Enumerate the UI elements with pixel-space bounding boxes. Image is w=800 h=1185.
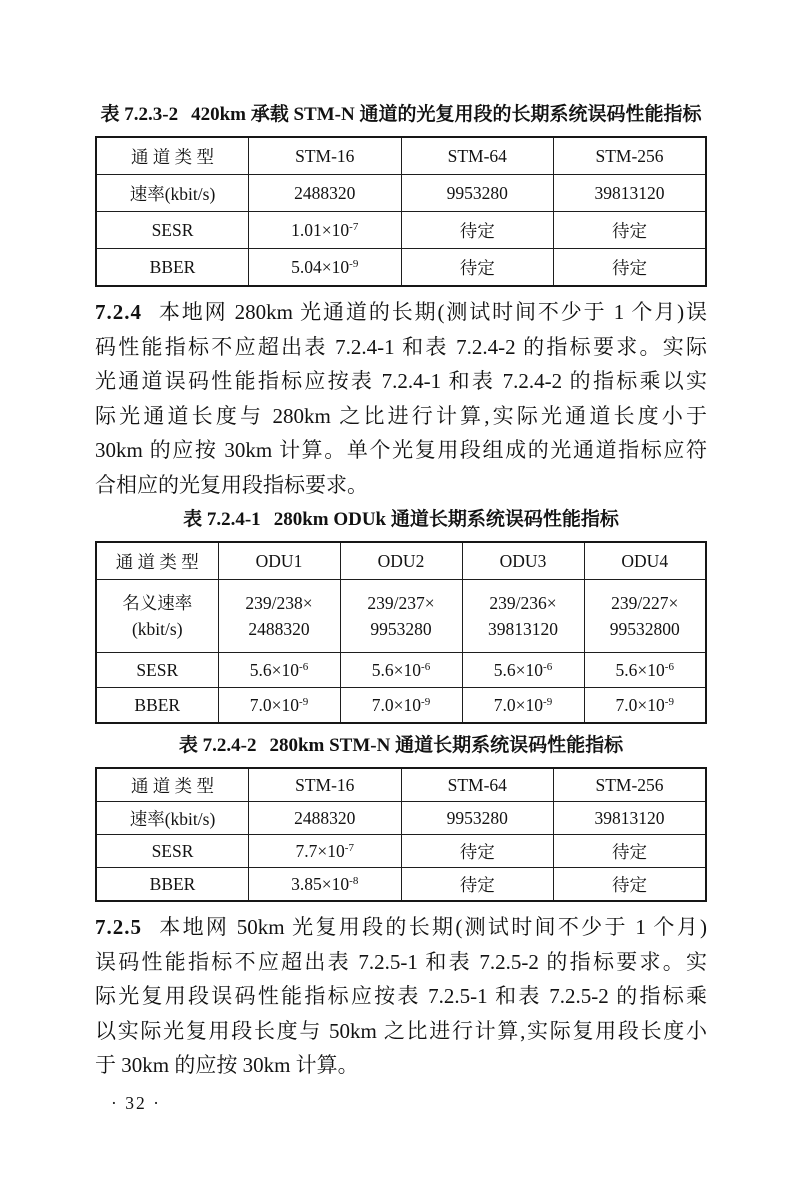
row-header: BBER (96, 688, 218, 724)
table-cell: $1.01\times 10^{-7}$ (249, 212, 402, 249)
section-number: 7.2.4 (95, 300, 142, 324)
table-cell: $7.0\times 10^{-9}$ (584, 688, 706, 724)
table-row (96, 175, 706, 212)
exponent: -6 (543, 660, 553, 673)
table-cell: 待定 (401, 868, 554, 902)
column-header: ODU3 (462, 542, 584, 580)
exponent: -9 (349, 257, 359, 270)
row-header: 速率(kbit/s) (96, 175, 249, 212)
text-line: 30km 的应按 30km 计算。单个光复用段组成的光通道指标应符 (95, 438, 707, 462)
table-caption-text: 280km ODUk 通道长期系统误码性能指标 (273, 509, 619, 530)
table-row (96, 653, 706, 688)
paragraph-7-2-4 (95, 295, 707, 502)
table-cell: $7.0\times 10^{-9}$ (340, 688, 462, 724)
text-line: 于 30km 的应按 30km 计算。 (95, 1053, 359, 1077)
table-caption-label: 表 7.2.4-2 (178, 735, 257, 756)
table-caption-text: 420km 承载 STM-N 通道的光复用段的长期系统误码性能指标 (191, 104, 702, 125)
exponent: -9 (664, 695, 674, 708)
table-cell: 239/238× 2488320 (218, 580, 340, 653)
text-line: 际光通道长度与 280km 之比进行计算,实际光通道长度小于 (95, 403, 707, 428)
table-cell: $7.0\times 10^{-9}$ (218, 688, 340, 724)
table-cell: 9953280 (401, 175, 554, 212)
text-line: 际光复用段误码性能指标应按表 7.2.5-1 和表 7.2.5-2 的指标乘 (95, 984, 707, 1008)
table-row (96, 542, 706, 580)
table-cell: 2488320 (249, 802, 402, 835)
table-cell: 39813120 (554, 175, 707, 212)
table-cell: 待定 (554, 212, 707, 249)
column-header: STM-256 (554, 768, 707, 802)
table-cell: $5.6\times 10^{-6}$ (340, 653, 462, 688)
table-cell: 239/236× 39813120 (462, 580, 584, 653)
table-row (96, 212, 706, 249)
table-cell: 239/227× 99532800 (584, 580, 706, 653)
column-header: STM-16 (249, 768, 402, 802)
section-number: 7.2.5 (95, 915, 142, 939)
table-cell: 待定 (554, 249, 707, 287)
exponent: -7 (344, 841, 354, 854)
column-header: 通 道 类 型 (96, 768, 249, 802)
row-header: SESR (96, 835, 249, 868)
table-row (96, 768, 706, 802)
column-header: STM-64 (401, 137, 554, 175)
paragraph-7-2-5 (95, 910, 707, 1083)
table-7-2-3-2 (95, 136, 707, 287)
column-header: STM-16 (249, 137, 402, 175)
table-cell: 待定 (401, 835, 554, 868)
table-row (96, 835, 706, 868)
text-line: 误码性能指标不应超出表 7.2.5-1 和表 7.2.5-2 的指标要求。实 (95, 949, 707, 974)
text-line: 以实际光复用段长度与 50km 之比进行计算,实际复用段长度小 (95, 1018, 707, 1043)
exponent: -6 (664, 660, 674, 673)
text-line: 码性能指标不应超出表 7.2.4-1 和表 7.2.4-2 的指标要求。实际 (95, 334, 707, 359)
row-header: SESR (96, 212, 249, 249)
row-header: 名义速率 (kbit/s) (96, 580, 218, 653)
table-row (96, 580, 706, 653)
table-cell: 9953280 (401, 802, 554, 835)
table-cell: $5.6\times 10^{-6}$ (462, 653, 584, 688)
table-caption-7-2-3-2 (95, 103, 707, 127)
page-number: · 32 · (111, 1092, 161, 1113)
text-line: 7.2.4 本地网 280km 光通道的长期(测试时间不少于 1 个月)误 (95, 300, 707, 324)
table-row (96, 802, 706, 835)
column-header: ODU1 (218, 542, 340, 580)
column-header: ODU4 (584, 542, 706, 580)
column-header: STM-256 (554, 137, 707, 175)
row-header: BBER (96, 249, 249, 287)
text-line: 光通道误码性能指标应按表 7.2.4-1 和表 7.2.4-2 的指标乘以实 (95, 369, 707, 393)
table-row (96, 249, 706, 287)
row-header: SESR (96, 653, 218, 688)
table-cell: $5.6\times 10^{-6}$ (218, 653, 340, 688)
table-row (96, 137, 706, 175)
exponent: -6 (299, 660, 309, 673)
exponent: -9 (543, 695, 553, 708)
table-caption-text: 280km STM-N 通道长期系统误码性能指标 (269, 735, 624, 756)
table-cell: $7.7\times 10^{-7}$ (249, 835, 402, 868)
row-header: BBER (96, 868, 249, 902)
table-cell: 待定 (554, 868, 707, 902)
table-7-2-4-1 (95, 541, 707, 724)
table-caption-label: 表 7.2.4-1 (183, 509, 261, 530)
column-header: STM-64 (401, 768, 554, 802)
table-row (96, 868, 706, 902)
table-cell: 39813120 (554, 802, 707, 835)
table-cell: $5.6\times 10^{-6}$ (584, 653, 706, 688)
table-cell: $3.85\times 10^{-8}$ (249, 868, 402, 902)
table-cell: 239/237× 9953280 (340, 580, 462, 653)
text-line: 合相应的光复用段指标要求。 (95, 472, 368, 497)
table-cell: 2488320 (249, 175, 402, 212)
table-cell: $5.04\times 10^{-9}$ (249, 249, 402, 287)
table-7-2-4-2 (95, 767, 707, 902)
exponent: -8 (349, 874, 359, 887)
table-cell: 待定 (401, 212, 554, 249)
table-row (96, 688, 706, 724)
column-header: 通 道 类 型 (96, 137, 249, 175)
exponent: -9 (421, 695, 431, 708)
text-line: 7.2.5 本地网 50km 光复用段的长期(测试时间不少于 1 个月) (95, 915, 707, 939)
table-cell: $7.0\times 10^{-9}$ (462, 688, 584, 724)
row-header: 速率(kbit/s) (96, 802, 249, 835)
column-header: 通 道 类 型 (96, 542, 218, 580)
exponent: -9 (299, 695, 309, 708)
table-cell: 待定 (401, 249, 554, 287)
exponent: -7 (349, 220, 359, 233)
table-caption-7-2-4-2 (95, 734, 707, 758)
exponent: -6 (421, 660, 431, 673)
table-caption-7-2-4-1 (95, 508, 707, 532)
table-cell: 待定 (554, 835, 707, 868)
table-caption-label: 表 7.2.3-2 (100, 104, 179, 125)
column-header: ODU2 (340, 542, 462, 580)
